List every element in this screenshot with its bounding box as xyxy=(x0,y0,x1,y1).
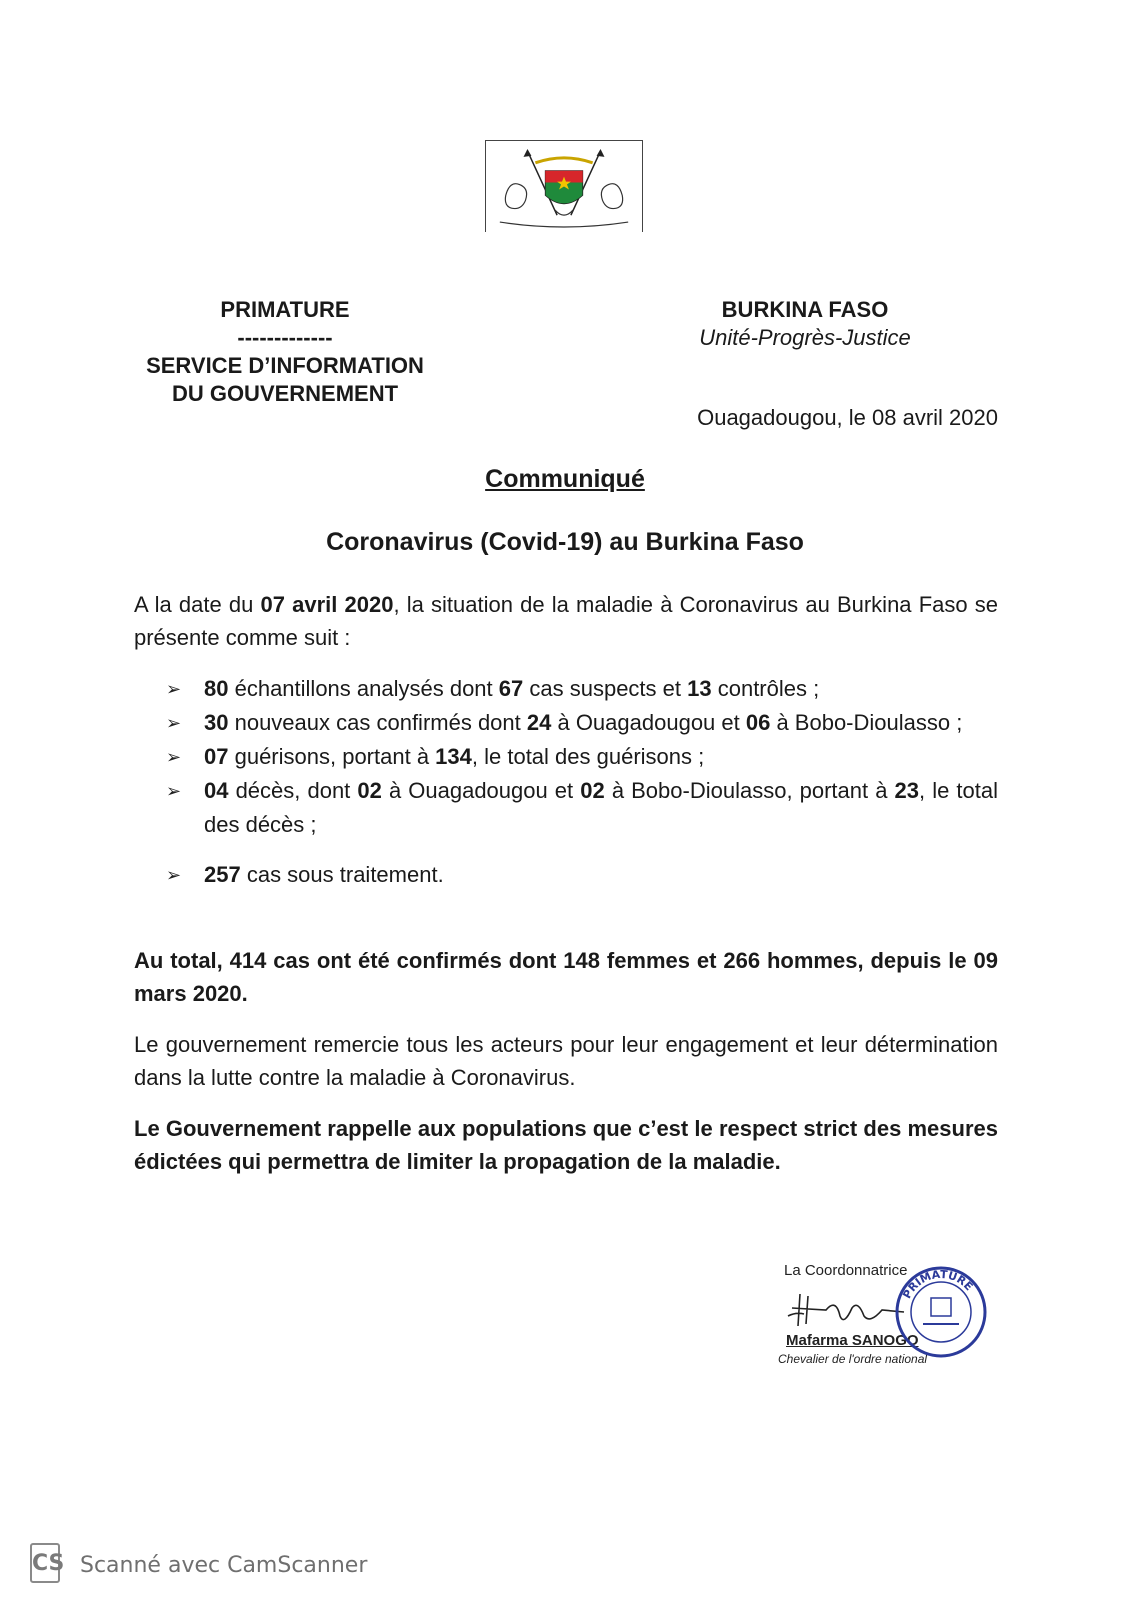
arrow-bullet-icon: ➢ xyxy=(166,781,182,801)
signature-label: La Coordonnatrice xyxy=(784,1262,908,1279)
intro-paragraph xyxy=(134,588,998,654)
arrow-bullet-icon: ➢ xyxy=(166,747,182,767)
coat-of-arms xyxy=(485,140,643,232)
total-paragraph: Au total, 414 cas ont été confirmés dont 148 femmes et 266 hommes, depuis le 09 mars 2020. xyxy=(134,948,998,1006)
figures-list xyxy=(166,672,998,892)
list-item: ➢ 257 cas sous traitement. xyxy=(166,858,998,892)
dateline: Ouagadougou, le 08 avril 2020 xyxy=(697,405,998,430)
coat-of-arms-icon xyxy=(486,141,642,232)
list-item: ➢ 04 décès, dont 02 à Ouagadougou et 02 à Bobo-Dioulasso, portant à 23, le total des décès ; xyxy=(166,774,998,842)
list-item: ➢ 30 nouveaux cas confirmés dont 24 à Ouagadougou et 06 à Bobo-Dioulasso ; xyxy=(166,706,998,740)
document-title: Communiqué xyxy=(485,465,645,493)
arrow-bullet-icon: ➢ xyxy=(166,713,182,733)
intro-post: , la situation de la maladie à Coronavirus au Burkina Faso se présente comme suit : xyxy=(134,592,998,650)
list-item: ➢ 07 guérisons, portant à 134, le total des guérisons ; xyxy=(166,740,998,774)
document-subject: Coronavirus (Covid-19) au Burkina Faso xyxy=(326,528,804,556)
country-name: BURKINA FASO xyxy=(721,297,889,322)
intro-date: 07 avril 2020 xyxy=(260,592,394,617)
camscanner-logo: CS xyxy=(30,1543,60,1583)
issuer-separator: ------------- xyxy=(237,325,333,350)
country-block xyxy=(690,296,920,352)
issuer-block xyxy=(130,296,440,408)
reminder-paragraph: Le Gouvernement rappelle aux populations que c’est le respect strict des mesures édictées qui permettra de limiter la propagation de la maladie. xyxy=(134,1116,998,1174)
primature-stamp-icon xyxy=(893,1264,989,1360)
issuer-service: SERVICE D’INFORMATION xyxy=(146,353,424,378)
camscanner-watermark: Scanné avec CamScanner xyxy=(80,1553,368,1578)
list-item: ➢ 80 échantillons analysés dont 67 cas suspects et 13 contrôles ; xyxy=(166,672,998,706)
handwritten-signature-icon xyxy=(786,1286,906,1330)
country-motto: Unité-Progrès-Justice xyxy=(699,325,911,350)
intro-pre: A la date du xyxy=(134,592,261,617)
thanks-paragraph: Le gouvernement remercie tous les acteurs pour leur engagement et leur détermination dans la lutte contre la maladie à Coronavirus. xyxy=(134,1032,998,1090)
arrow-bullet-icon: ➢ xyxy=(166,679,182,699)
arrow-bullet-icon: ➢ xyxy=(166,865,182,885)
signatory-role: Chevalier de l'ordre national xyxy=(778,1352,928,1366)
issuer-gouvernement: DU GOUVERNEMENT xyxy=(171,381,399,406)
signatory-name: Mafarma SANOGO xyxy=(786,1332,919,1349)
svg-text:PRIMATURE: PRIMATURE xyxy=(900,1267,976,1301)
issuer-primature: PRIMATURE xyxy=(220,297,350,322)
